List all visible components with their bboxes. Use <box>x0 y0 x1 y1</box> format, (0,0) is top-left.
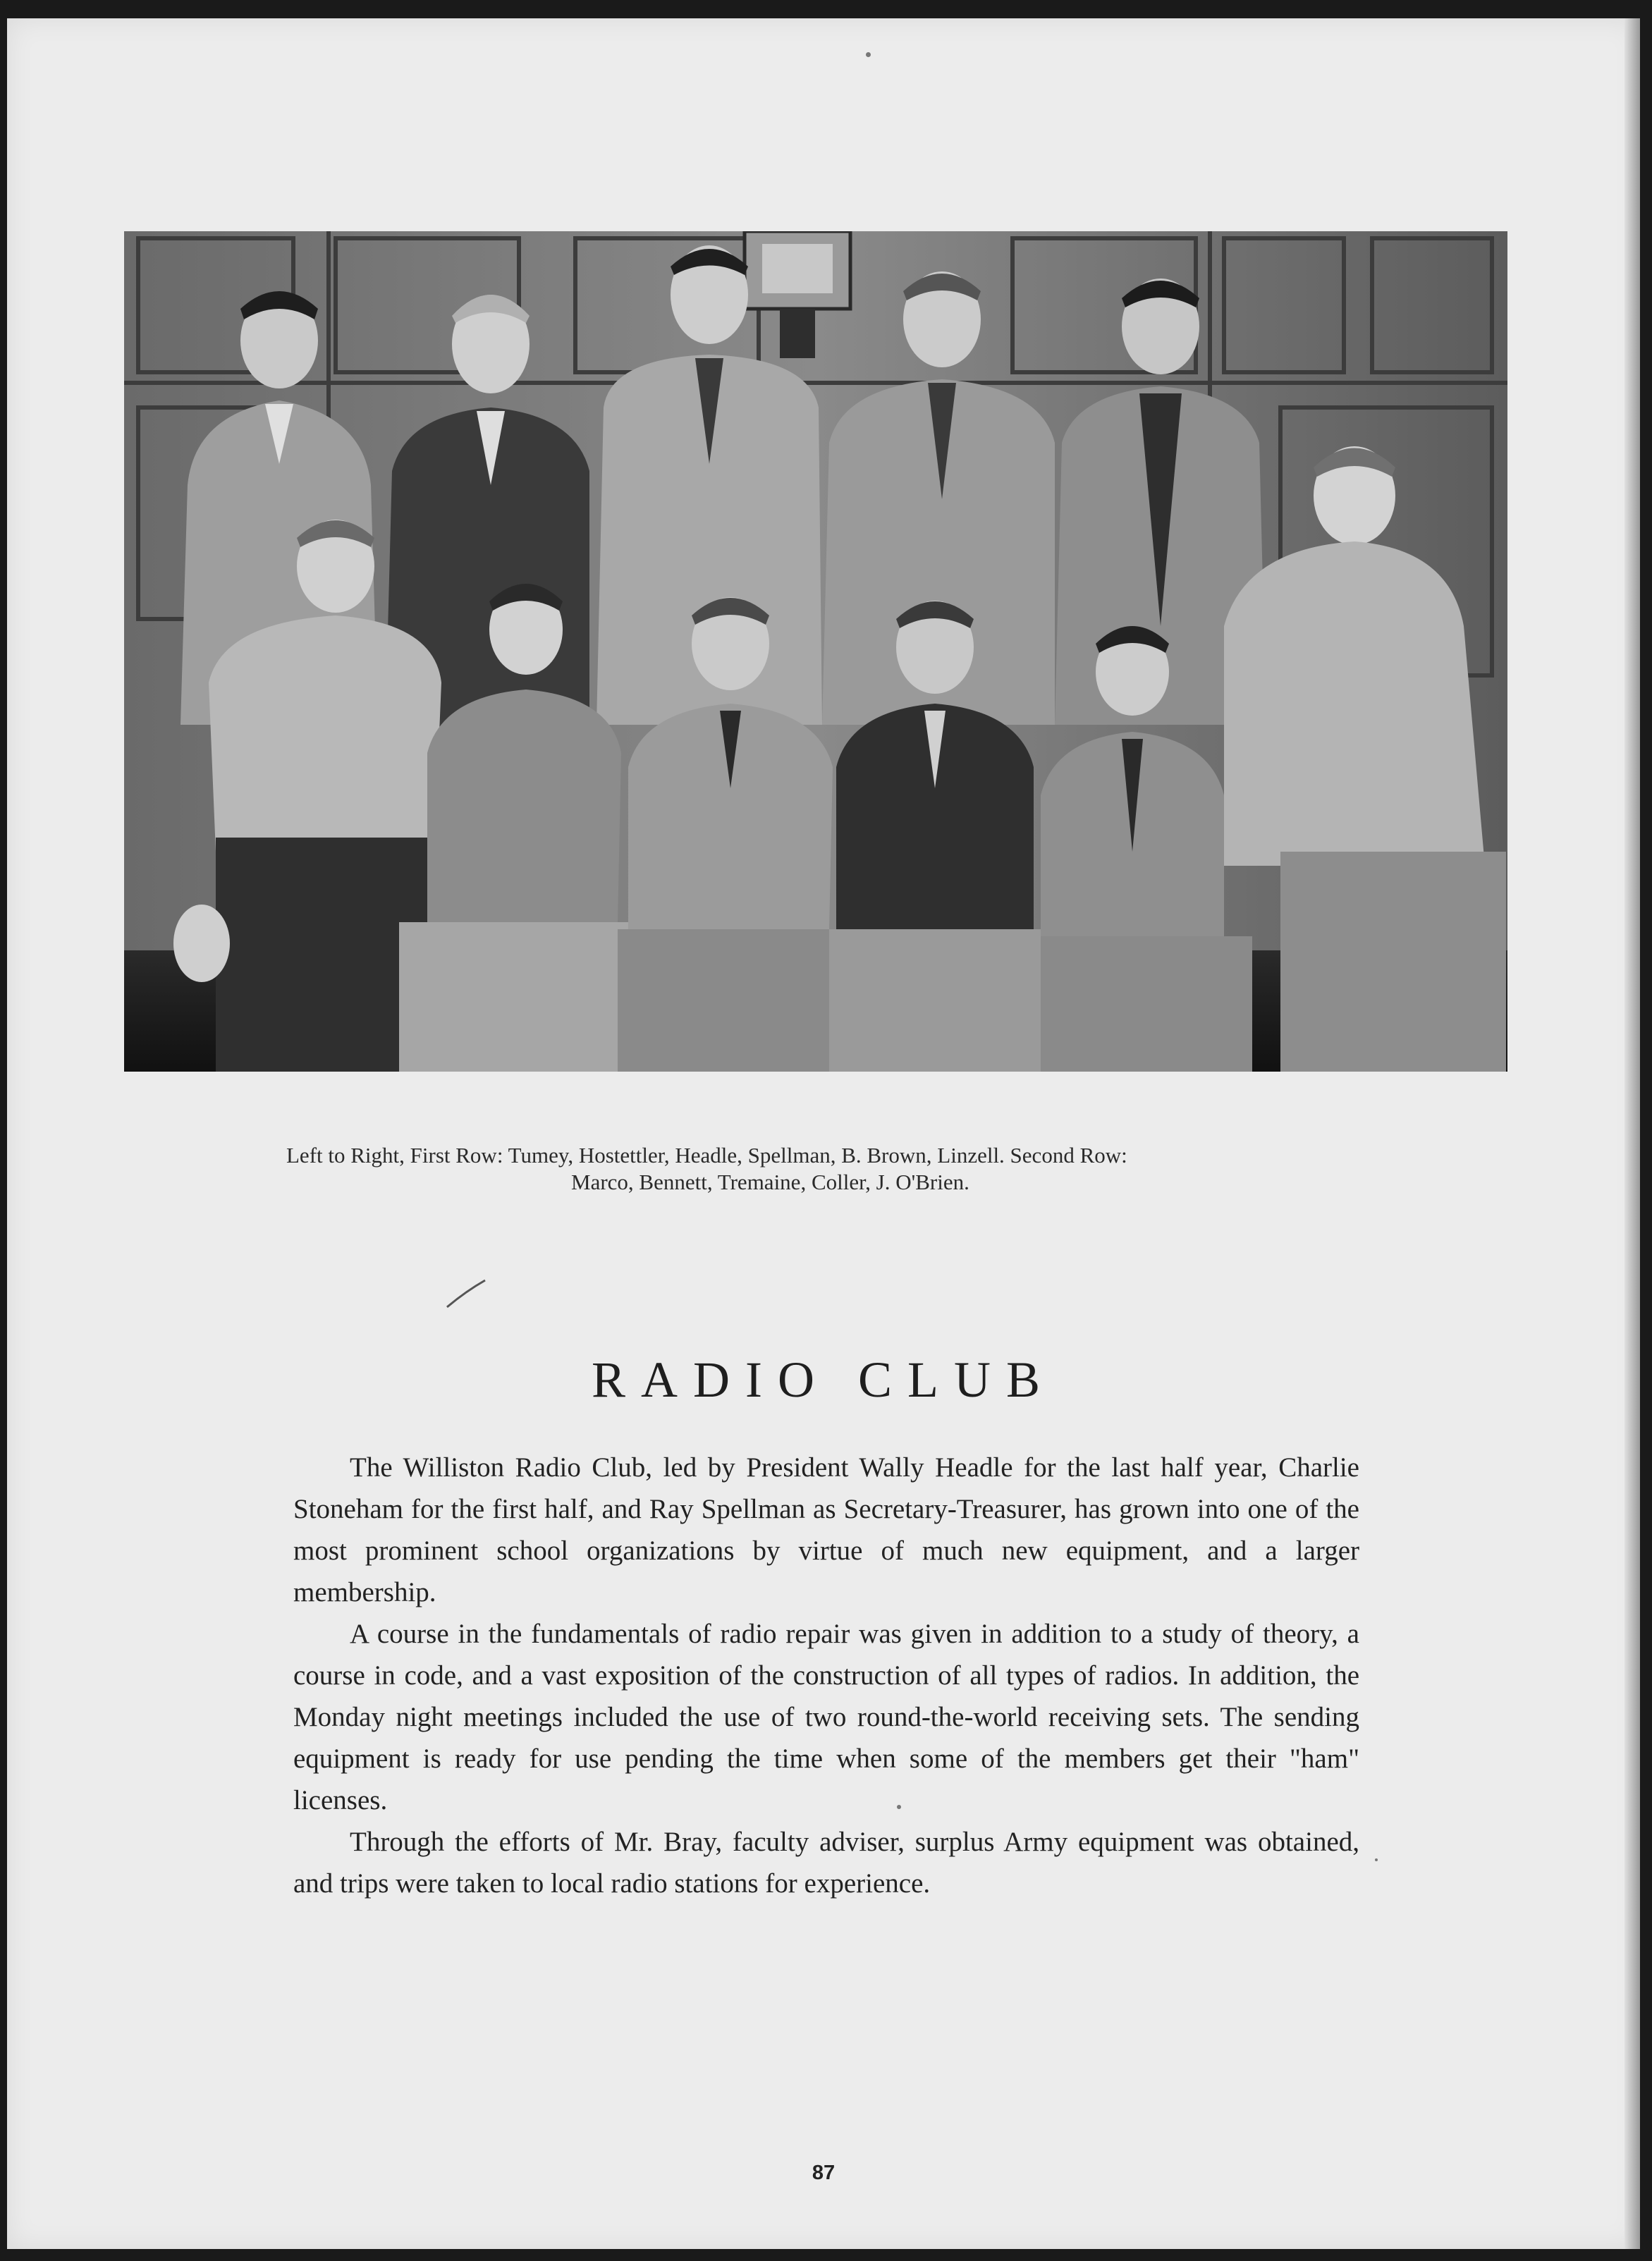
yearbook-page <box>7 18 1640 2249</box>
page-title: RADIO CLUB <box>591 1352 1056 1408</box>
page-number: 87 <box>812 2162 836 2184</box>
article-body <box>293 1447 1359 1904</box>
caption-line-2: Marco, Bennett, Tremaine, Coller, J. O'Brien. <box>571 1169 969 1194</box>
photo-caption <box>286 1142 1358 1196</box>
group-photo <box>124 231 1507 1072</box>
paragraph: A course in the fundamentals of radio repair was given in addition to a study of theory, a course in code, and a vast exposition of the construction of all types of radios. In addition, the Monday night meetings included the use of two round-the-world receiving sets. The sending equipment is ready for use pending the time when some of the members get their "ham" licenses. <box>293 1619 1359 1815</box>
binding-edge <box>1625 18 1640 2249</box>
caption-line-1: Left to Right, First Row: Tumey, Hostettler, Headle, Spellman, B. Brown, Linzell. Second Row: <box>286 1143 1127 1168</box>
dust-speck <box>866 52 871 57</box>
paragraph: Through the efforts of Mr. Bray, faculty adviser, surplus Army equipment was obtained, and trips were taken to local radio stations for experience. <box>293 1827 1359 1899</box>
paragraph: The Williston Radio Club, led by President Wally Headle for the last half year, Charlie Stoneham for the first half, and Ray Spellman as Secretary-Treasurer, has grown into one of the most prominent school organizations by virtue of much new equipment, and a larger membership. <box>293 1452 1359 1607</box>
pen-mark <box>444 1277 488 1310</box>
dust-speck <box>1375 1858 1378 1861</box>
dust-speck <box>897 1805 901 1809</box>
